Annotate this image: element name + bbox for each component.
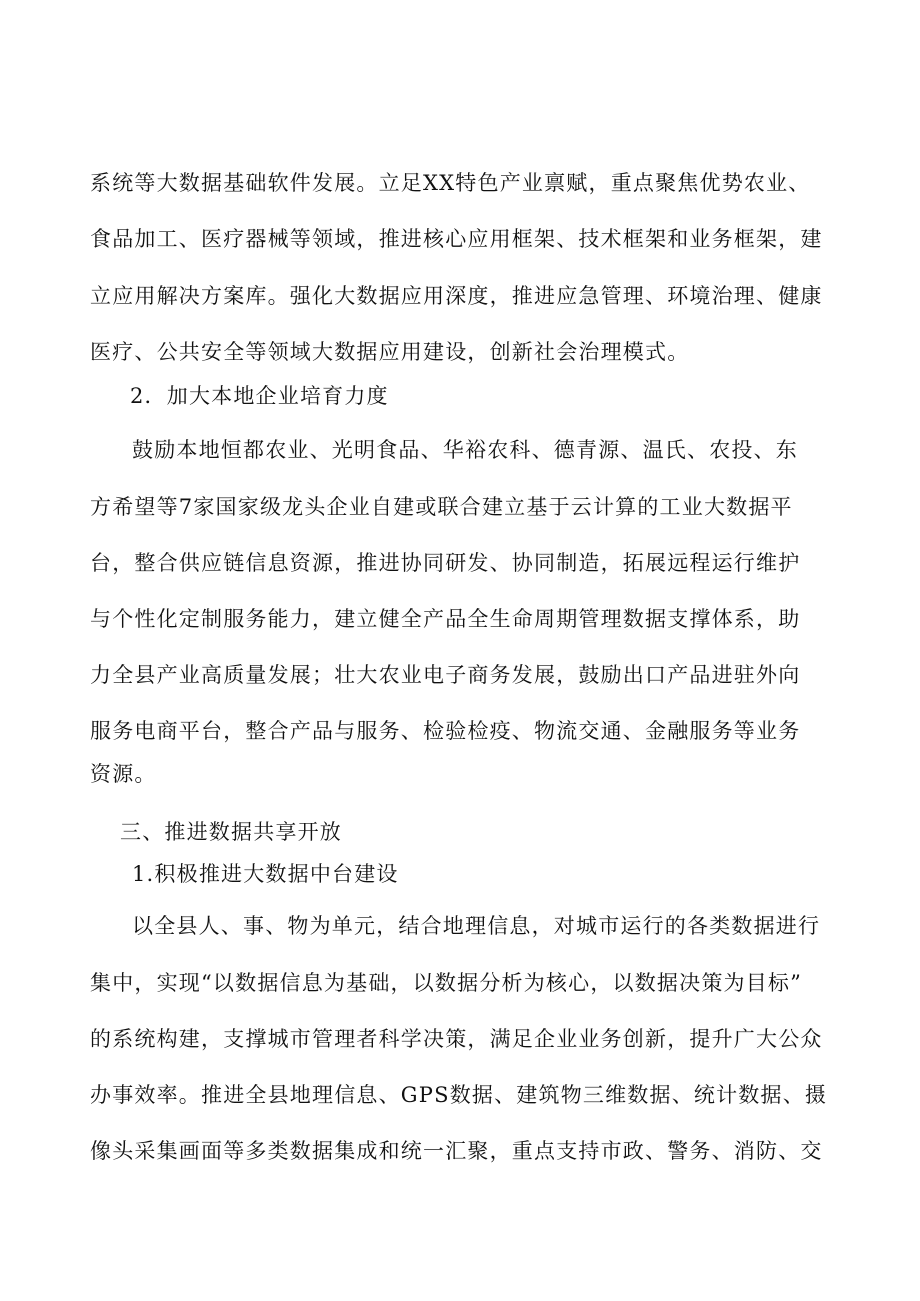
body-text-line: 鼓励本地恒都农业、光明食品、华裕农科、德青源、温氏、农投、东 [132, 438, 798, 462]
body-text-line: 服务电商平台，整合产品与服务、检验检疫、物流交通、金融服务等业务 [90, 719, 801, 743]
body-text-line: 集中，实现“以数据信息为基础，以数据分析为核心，以数据决策为目标” [90, 971, 803, 995]
body-text-line: 立应用解决方案库。强化大数据应用深度，推进应急管理、环境治理、健康 [90, 284, 823, 308]
body-text-line: 力全县产业高质量发展；壮大农业电子商务发展，鼓励出口产品进驻外向 [90, 663, 801, 687]
body-text-line: 系统等大数据基础软件发展。立足XX特色产业禀赋，重点聚焦优势农业、 [90, 171, 811, 195]
body-text-line: 医疗、公共安全等领域大数据应用建设，创新社会治理模式。 [90, 340, 690, 364]
body-text-line: 台，整合供应链信息资源，推进协同研发、协同制造，拓展远程运行维护 [90, 551, 801, 575]
body-text-line: 方希望等7家国家级龙头企业自建或联合建立基于云计算的工业大数据平 [90, 495, 793, 519]
body-text-line: 资源。 [90, 762, 157, 786]
body-text-line: 以全县人、事、物为单元，结合地理信息，对城市运行的各类数据进行 [132, 914, 821, 938]
body-text-line: 像头采集画面等多类数据集成和统一汇聚，重点支持市政、警务、消防、交 [90, 1139, 823, 1163]
section-heading: 三、推进数据共享开放 [120, 820, 342, 844]
body-text-line: 办事效率。推进全县地理信息、GPS数据、建筑物三维数据、统计数据、摄 [90, 1083, 828, 1107]
subsection-heading: 2．加大本地企业培育力度 [130, 384, 389, 408]
body-text-line: 食品加工、医疗器械等领域，推进核心应用框架、技术框架和业务框架，建 [90, 227, 823, 251]
body-text-line: 的系统构建，支撑城市管理者科学决策，满足企业业务创新，提升广大公众 [90, 1027, 823, 1051]
body-text-line: 与个性化定制服务能力，建立健全产品全生命周期管理数据支撑体系，助 [90, 607, 801, 631]
subsection-heading: 1.积极推进大数据中台建设 [132, 862, 399, 886]
